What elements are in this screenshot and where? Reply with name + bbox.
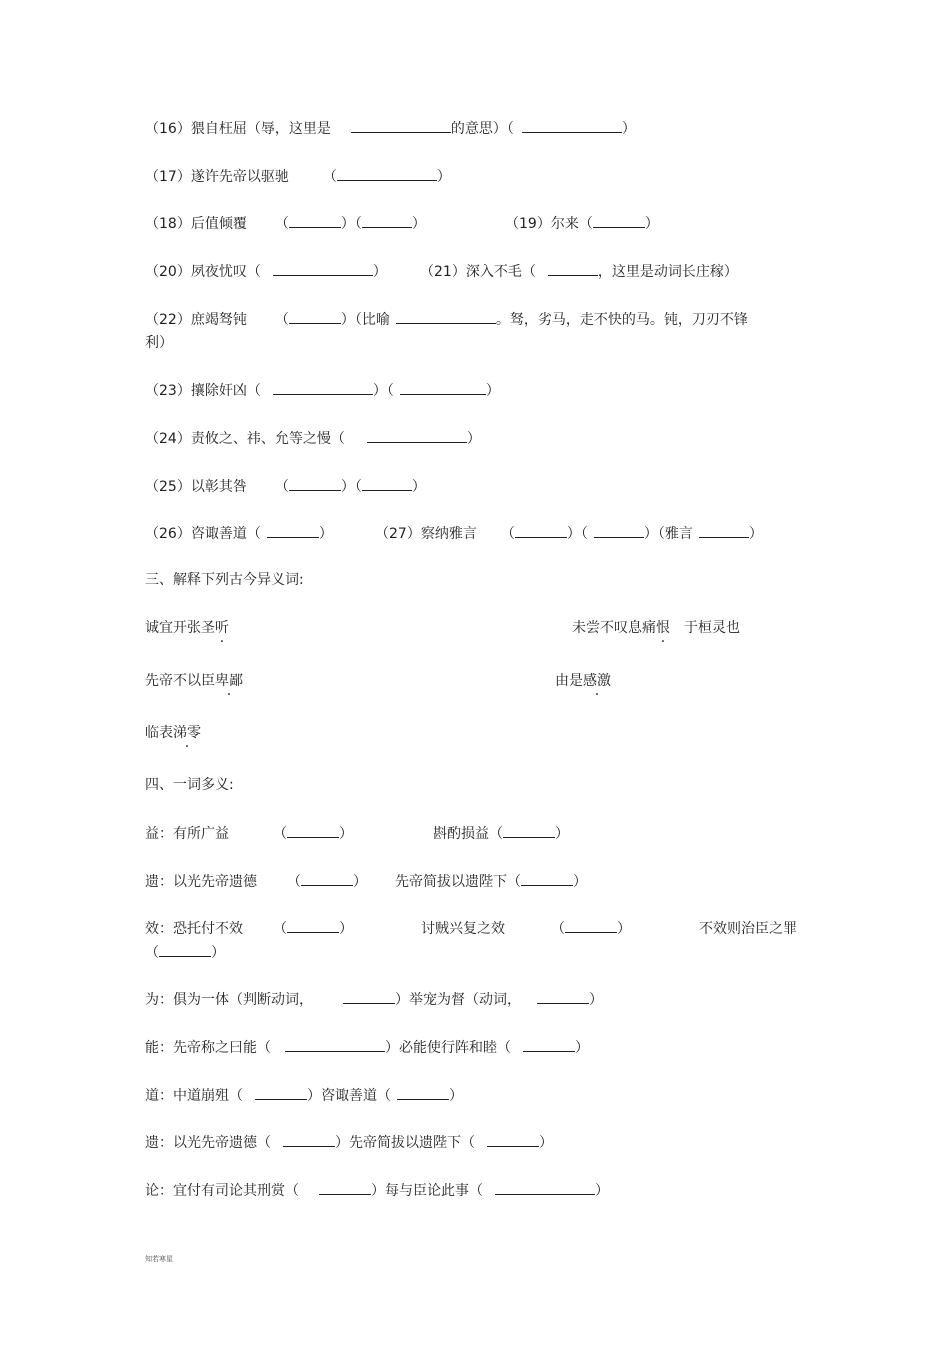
answer-blank[interactable] bbox=[273, 380, 373, 395]
item-19 bbox=[505, 213, 659, 234]
answer-blank[interactable] bbox=[289, 476, 341, 491]
entry-text: ） bbox=[573, 874, 587, 890]
entry-text: （ bbox=[273, 826, 287, 842]
entry-text: 遗：以光先帝遗德（ bbox=[145, 1135, 271, 1151]
answer-blank[interactable] bbox=[287, 918, 339, 933]
polysemy-dao bbox=[145, 1085, 463, 1106]
entry-text: 能：先帝称之曰能（ bbox=[145, 1040, 271, 1056]
answer-blank[interactable] bbox=[285, 1037, 385, 1052]
polysemy-wei-2 bbox=[145, 1132, 553, 1153]
answer-blank[interactable] bbox=[351, 118, 451, 133]
dotted-word: 听 bbox=[215, 620, 229, 636]
item-25-text-b: （ bbox=[274, 479, 289, 495]
item-27-text-a: （27）察纳雅言 bbox=[375, 526, 477, 542]
entry-text: 论：宜付有司论其刑赏（ bbox=[145, 1183, 299, 1199]
item-22-continued bbox=[145, 333, 173, 353]
answer-blank[interactable] bbox=[495, 1180, 595, 1195]
answer-blank[interactable] bbox=[362, 213, 412, 228]
answer-blank[interactable] bbox=[287, 823, 339, 838]
item-27-text-d: ）（雅言 bbox=[643, 526, 693, 542]
item-26-text-b: ） bbox=[318, 526, 333, 542]
entry-text: （ bbox=[145, 945, 159, 961]
item-22-text-d: 。驽，劣马，走不快的马。钝，刀刃不锋 bbox=[495, 312, 748, 328]
entry-text: ）咨诹善道（ bbox=[307, 1088, 391, 1104]
answer-blank[interactable] bbox=[522, 118, 622, 133]
item-23-text-a: （23）攘除奸凶（ bbox=[145, 383, 261, 399]
polysemy-wei bbox=[145, 989, 603, 1010]
entry-text: 讨贼兴复之效 bbox=[421, 921, 505, 937]
item-27-text-b: （ bbox=[500, 526, 515, 542]
item-21 bbox=[420, 261, 738, 282]
entry-text: 斟酌损益（ bbox=[433, 826, 503, 842]
item-23 bbox=[145, 380, 500, 401]
item-16 bbox=[145, 118, 636, 139]
section-3-title: 三、解释下列古今异义词: bbox=[145, 572, 304, 588]
dotted-word: 卑鄙 bbox=[215, 673, 243, 689]
item-24-text-a: （24）责攸之、祎、允等之慢（ bbox=[145, 431, 345, 447]
answer-blank[interactable] bbox=[523, 1037, 575, 1052]
answer-blank[interactable] bbox=[283, 1132, 335, 1147]
entry-text: ） bbox=[339, 826, 353, 842]
answer-blank[interactable] bbox=[699, 523, 749, 538]
item-17-text-a: （17）遂许先帝以驱驰 bbox=[145, 169, 289, 185]
entry-text: ） bbox=[449, 1088, 463, 1104]
word-tong-hen bbox=[572, 618, 740, 638]
item-16-text-b: 的意思）（ bbox=[450, 121, 514, 137]
item-18-text-c: ）（ bbox=[340, 216, 362, 232]
answer-blank[interactable] bbox=[289, 213, 341, 228]
polysemy-wei-1 bbox=[145, 871, 587, 892]
item-25-text-d: ） bbox=[411, 479, 426, 495]
item-23-text-b: ）（ bbox=[372, 383, 394, 399]
entry-text: ）每与臣论此事（ bbox=[371, 1183, 483, 1199]
item-22-text-a: （22）庶竭驽钝 bbox=[145, 312, 247, 328]
entry-text: ）先帝简拔以遗陛下（ bbox=[335, 1135, 475, 1151]
item-18-text-d: ） bbox=[411, 216, 426, 232]
item-19-text-a: （19）尔来（ bbox=[505, 216, 593, 232]
entry-text: ） bbox=[539, 1135, 553, 1151]
item-26-text-a: （26）咨诹善道（ bbox=[145, 526, 261, 542]
answer-blank[interactable] bbox=[159, 942, 211, 957]
word-text: 于桓灵也 bbox=[684, 620, 740, 636]
item-21-text-b: ，这里是动词长庄稼） bbox=[597, 264, 738, 280]
answer-blank[interactable] bbox=[289, 309, 341, 324]
item-20 bbox=[145, 261, 387, 282]
item-20-text-a: （20）夙夜忧叹（ bbox=[145, 264, 261, 280]
dotted-word: 恨 bbox=[656, 620, 670, 636]
answer-blank[interactable] bbox=[515, 523, 567, 538]
answer-blank[interactable] bbox=[273, 261, 373, 276]
item-25-text-a: （25）以彰其咎 bbox=[145, 479, 247, 495]
answer-blank[interactable] bbox=[397, 1085, 449, 1100]
answer-blank[interactable] bbox=[594, 523, 644, 538]
word-text: 由是 bbox=[555, 673, 583, 689]
answer-blank[interactable] bbox=[503, 823, 555, 838]
entry-text: ） bbox=[353, 874, 367, 890]
item-23-text-c: ） bbox=[485, 383, 500, 399]
item-22 bbox=[145, 309, 748, 330]
entry-text: 道：中道崩殂（ bbox=[145, 1088, 243, 1104]
answer-blank[interactable] bbox=[396, 309, 496, 324]
item-22-text-b: （ bbox=[274, 312, 289, 328]
item-16-text-c: ） bbox=[621, 121, 636, 137]
entry-text: ）必能使行阵和睦（ bbox=[385, 1040, 511, 1056]
item-18-text-a: （18）后值倾覆 bbox=[145, 216, 247, 232]
entry-text: ） bbox=[617, 921, 631, 937]
word-ti-ling bbox=[145, 723, 201, 743]
polysemy-xiao bbox=[145, 918, 797, 939]
item-16-text-a: （16）猥自枉屈（辱，这里是 bbox=[145, 121, 331, 137]
item-19-text-b: ） bbox=[644, 216, 659, 232]
word-bei-bi bbox=[145, 671, 243, 691]
entry-text: 为：俱为一体（判断动词， bbox=[145, 992, 313, 1008]
entry-text: （ bbox=[551, 921, 565, 937]
entry-text: 益：有所广益 bbox=[145, 826, 229, 842]
item-27 bbox=[375, 523, 763, 544]
item-22-text-e: 利） bbox=[145, 335, 173, 351]
item-26 bbox=[145, 523, 333, 544]
word-text: 诚宜开张圣 bbox=[145, 620, 215, 636]
item-27-text-e: ） bbox=[748, 526, 763, 542]
entry-text: ） bbox=[595, 1183, 609, 1199]
answer-blank[interactable] bbox=[593, 213, 645, 228]
entry-text: ） bbox=[575, 1040, 589, 1056]
answer-blank[interactable] bbox=[565, 918, 617, 933]
answer-blank[interactable] bbox=[362, 476, 412, 491]
answer-blank[interactable] bbox=[400, 380, 486, 395]
word-text: 先帝不以臣 bbox=[145, 673, 215, 689]
dotted-word: 涕零 bbox=[173, 725, 201, 741]
polysemy-lun bbox=[145, 1180, 609, 1201]
item-25 bbox=[145, 476, 426, 497]
section-4-title: 四、一词多义: bbox=[145, 777, 234, 793]
dotted-word: 感激 bbox=[583, 673, 611, 689]
word-cheng-yi bbox=[145, 618, 229, 638]
entry-text: ） bbox=[211, 945, 225, 961]
item-17-text-c: ） bbox=[436, 169, 451, 185]
item-25-text-c: ）（ bbox=[340, 479, 362, 495]
entry-text: ）举宠为督（动词， bbox=[395, 992, 521, 1008]
item-21-text-a: （21）深入不毛（ bbox=[420, 264, 536, 280]
item-27-text-c: ）（ bbox=[566, 526, 588, 542]
answer-blank[interactable] bbox=[337, 166, 437, 181]
entry-text: 效：恐托付不效 bbox=[145, 921, 243, 937]
word-text: 临表 bbox=[145, 725, 173, 741]
answer-blank[interactable] bbox=[343, 989, 395, 1004]
item-18 bbox=[145, 213, 426, 234]
item-22-text-c: ）（比喻 bbox=[340, 312, 390, 328]
answer-blank[interactable] bbox=[487, 1132, 539, 1147]
answer-blank[interactable] bbox=[548, 261, 598, 276]
entry-text: ） bbox=[555, 826, 569, 842]
entry-text: 遗：以光先帝遗德 bbox=[145, 874, 257, 890]
item-24-text-b: ） bbox=[466, 431, 481, 447]
entry-text: ） bbox=[339, 921, 353, 937]
item-17 bbox=[145, 166, 451, 187]
polysemy-neng bbox=[145, 1037, 589, 1058]
footer-text: 知若寒星 bbox=[145, 1255, 173, 1263]
answer-blank[interactable] bbox=[367, 428, 467, 443]
entry-text: 不效则治臣之罪 bbox=[699, 921, 797, 937]
item-20-text-b: ） bbox=[372, 264, 387, 280]
item-24 bbox=[145, 428, 481, 449]
answer-blank[interactable] bbox=[301, 871, 353, 886]
entry-text: （ bbox=[287, 874, 301, 890]
entry-text: （ bbox=[273, 921, 287, 937]
item-18-text-b: （ bbox=[274, 216, 289, 232]
polysemy-xiao-continued bbox=[145, 942, 225, 963]
answer-blank[interactable] bbox=[537, 989, 589, 1004]
answer-blank[interactable] bbox=[255, 1085, 307, 1100]
entry-text: ） bbox=[589, 992, 603, 1008]
answer-blank[interactable] bbox=[319, 1180, 371, 1195]
entry-text: 先帝简拔以遗陛下（ bbox=[395, 874, 521, 890]
word-gan-ji bbox=[555, 671, 611, 691]
word-text: 未尝不叹息痛 bbox=[572, 620, 656, 636]
polysemy-yi bbox=[145, 823, 569, 844]
answer-blank[interactable] bbox=[521, 871, 573, 886]
item-17-text-b: （ bbox=[322, 169, 337, 185]
answer-blank[interactable] bbox=[267, 523, 319, 538]
